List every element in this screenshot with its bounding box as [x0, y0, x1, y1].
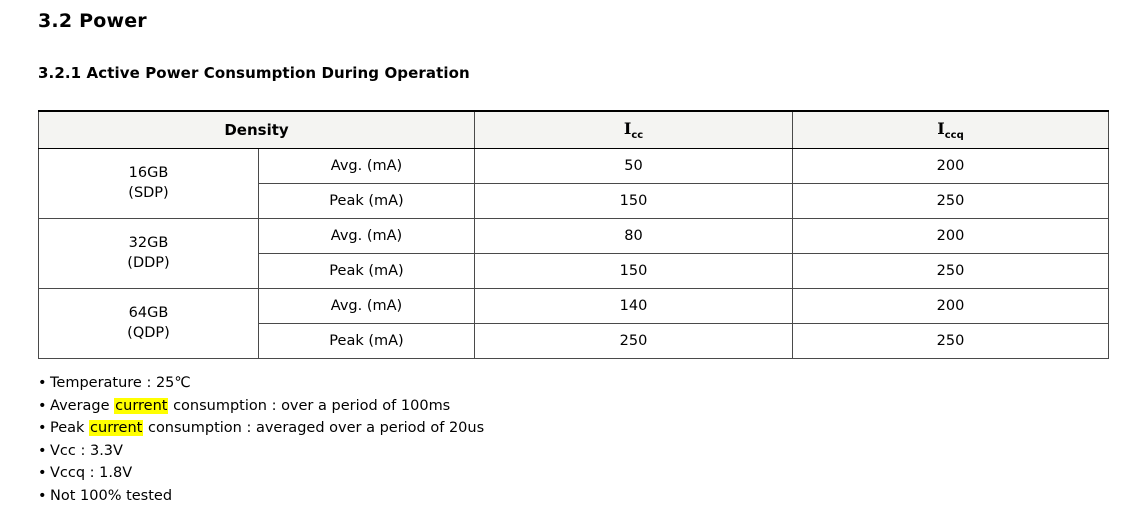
note-item: [38, 462, 484, 485]
note-text-post: consumption : over a period of 100ms: [168, 397, 451, 414]
bullet-icon: •: [38, 397, 47, 414]
header-icc: [475, 111, 793, 149]
density-package: (DDP): [127, 254, 170, 271]
table-row: [39, 149, 1109, 184]
iccq-value: 200: [793, 289, 1109, 324]
note-text-pre: Peak: [50, 420, 90, 436]
note-text: Vccq : 1.8V: [50, 465, 133, 481]
header-iccq: [793, 111, 1109, 149]
section-heading: 3.2 Power: [38, 10, 147, 32]
note-text-post: consumption : averaged over a period of 20us: [143, 420, 485, 436]
density-value: 16GB: [128, 164, 169, 181]
icc-value: 150: [475, 184, 793, 219]
icc-value: 80: [475, 219, 793, 254]
note-item: [38, 417, 484, 440]
bullet-icon: •: [38, 375, 47, 391]
header-density: Density: [39, 111, 475, 149]
note-text-pre: Average: [50, 397, 115, 414]
bullet-icon: •: [38, 465, 47, 481]
density-cell-32gb: [39, 219, 259, 289]
measure-label: Peak (mA): [259, 324, 475, 359]
note-item: [38, 395, 484, 418]
bullet-icon: •: [38, 442, 47, 459]
note-item: [38, 440, 484, 463]
note-highlight: current: [90, 420, 143, 436]
icc-value: 250: [475, 324, 793, 359]
header-iccq-symbol: I: [937, 119, 945, 138]
note-highlight: current: [115, 397, 168, 414]
iccq-value: 250: [793, 324, 1109, 359]
bullet-icon: •: [38, 487, 47, 504]
density-value: 32GB: [128, 234, 169, 251]
notes-list: [38, 372, 484, 507]
active-power-consumption-table: [38, 110, 1109, 359]
icc-value: 140: [475, 289, 793, 324]
header-icc-subscript: cc: [631, 130, 644, 141]
table-body: [39, 149, 1109, 359]
iccq-value: 200: [793, 219, 1109, 254]
table-row: [39, 289, 1109, 324]
measure-label: Avg. (mA): [259, 219, 475, 254]
note-item: [38, 485, 484, 508]
density-cell-64gb: [39, 289, 259, 359]
density-value: 64GB: [128, 304, 169, 321]
icc-value: 50: [475, 149, 793, 184]
header-icc-symbol: I: [623, 119, 632, 138]
header-iccq-subscript: ccq: [944, 130, 964, 141]
measure-label: Avg. (mA): [259, 289, 475, 324]
measure-label: Peak (mA): [259, 254, 475, 289]
table-header-row: [39, 111, 1109, 149]
icc-value: 150: [475, 254, 793, 289]
density-cell-16gb: [39, 149, 259, 219]
density-package: (SDP): [128, 184, 169, 201]
density-package: (QDP): [127, 324, 170, 341]
subsection-heading: 3.2.1 Active Power Consumption During Operation: [38, 64, 470, 82]
measure-label: Avg. (mA): [259, 149, 475, 184]
note-text: Temperature : 25℃: [50, 375, 191, 391]
iccq-value: 250: [793, 254, 1109, 289]
bullet-icon: •: [38, 420, 47, 436]
measure-label: Peak (mA): [259, 184, 475, 219]
iccq-value: 250: [793, 184, 1109, 219]
table-row: [39, 219, 1109, 254]
note-text: Vcc : 3.3V: [50, 442, 123, 459]
note-item: [38, 372, 484, 395]
note-text: Not 100% tested: [50, 487, 173, 504]
iccq-value: 200: [793, 149, 1109, 184]
